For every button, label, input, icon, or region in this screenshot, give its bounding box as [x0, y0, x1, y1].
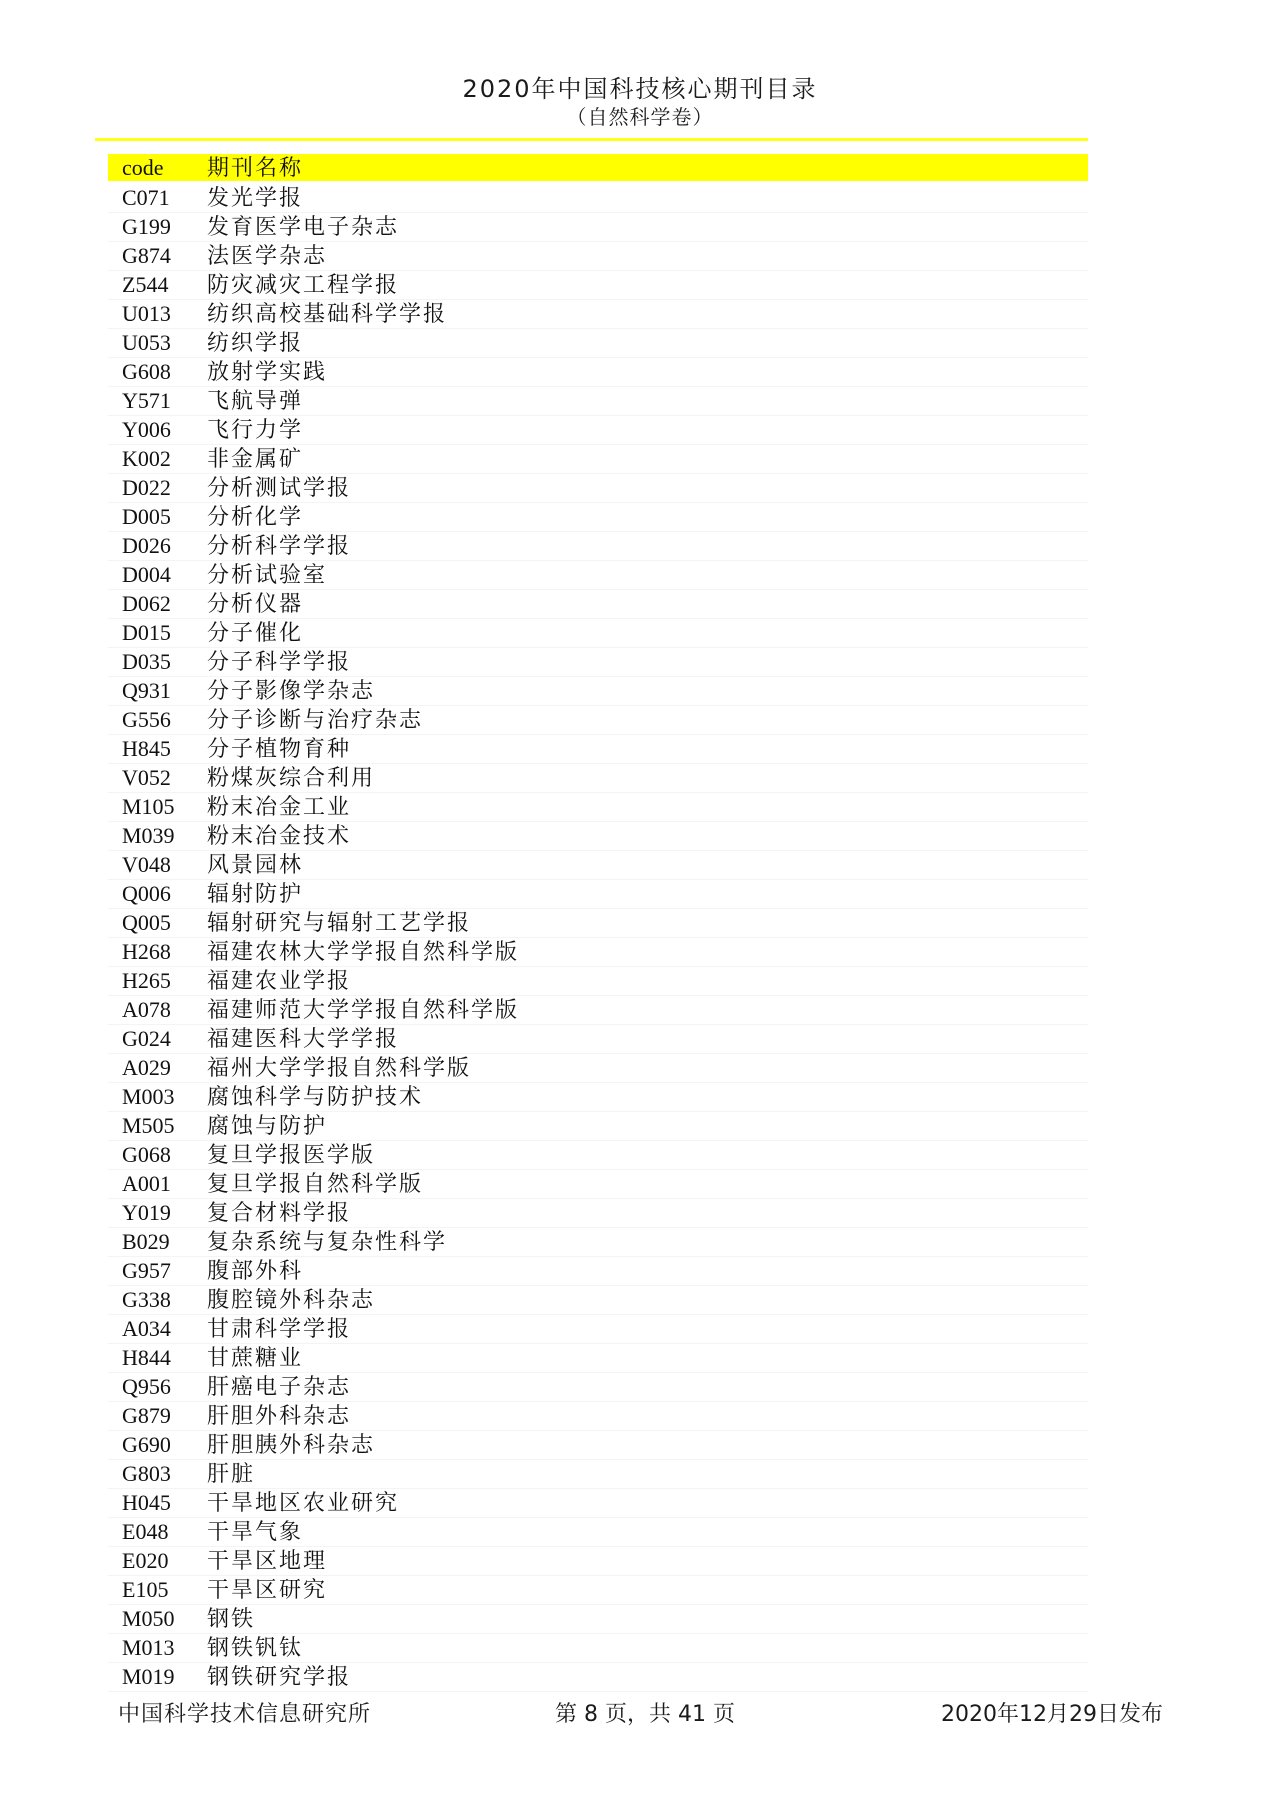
- journal-code: M050: [122, 1606, 175, 1631]
- journal-name: 发光学报: [207, 185, 304, 210]
- journal-code: G338: [122, 1287, 171, 1312]
- journal-code: M013: [122, 1635, 175, 1660]
- table-row: [108, 271, 1088, 300]
- journal-name: 腐蚀与防护: [207, 1113, 328, 1138]
- journal-code: M019: [122, 1664, 175, 1689]
- table-row: [108, 1199, 1088, 1228]
- table-row: [108, 358, 1088, 387]
- journal-name: 飞行力学: [207, 417, 304, 442]
- table-row: [108, 1344, 1088, 1373]
- header-code: code: [122, 154, 164, 180]
- journal-code: H845: [122, 736, 171, 761]
- journal-name: 分子植物育种: [207, 736, 352, 761]
- table-row: [108, 590, 1088, 619]
- table-row: [108, 329, 1088, 358]
- highlight-strip: [95, 138, 1088, 141]
- table-row: [108, 1576, 1088, 1605]
- journal-code: U053: [122, 330, 171, 355]
- journal-name: 复旦学报自然科学版: [207, 1171, 424, 1196]
- journal-code: H844: [122, 1345, 171, 1370]
- journal-code: G957: [122, 1258, 171, 1283]
- journal-code: Q005: [122, 910, 171, 935]
- journal-name: 纺织学报: [207, 330, 304, 355]
- table-row: [108, 1315, 1088, 1344]
- table-row: [108, 1170, 1088, 1199]
- journal-name: 肝胆外科杂志: [207, 1403, 352, 1428]
- journal-code: A029: [122, 1055, 171, 1080]
- journal-name: 福建医科大学学报: [207, 1026, 400, 1051]
- journal-code: H268: [122, 939, 171, 964]
- journal-name: 干旱区地理: [207, 1548, 328, 1573]
- journal-name: 粉末冶金技术: [207, 823, 352, 848]
- journal-name: 分子科学学报: [207, 649, 352, 674]
- table-row: [108, 474, 1088, 503]
- journal-name: 风景园林: [207, 852, 304, 877]
- journal-code: D004: [122, 562, 171, 587]
- journal-name: 发育医学电子杂志: [207, 214, 400, 239]
- journal-name: 肝脏: [207, 1461, 256, 1486]
- journal-name: 飞航导弹: [207, 388, 304, 413]
- table-header-row: [108, 154, 1088, 181]
- journal-name: 甘肃科学学报: [207, 1316, 352, 1341]
- journal-name: 分子催化: [207, 620, 304, 645]
- table-row: [108, 880, 1088, 909]
- journal-code: Q931: [122, 678, 171, 703]
- table-row: [108, 1663, 1088, 1692]
- table-row: [108, 532, 1088, 561]
- journal-name: 腹腔镜外科杂志: [207, 1287, 376, 1312]
- table-row: [108, 1257, 1088, 1286]
- journal-name: 复合材料学报: [207, 1200, 352, 1225]
- table-row: [108, 1112, 1088, 1141]
- table-row: [108, 561, 1088, 590]
- journal-code: M039: [122, 823, 175, 848]
- journal-code: G690: [122, 1432, 171, 1457]
- page-subtitle: （自然科学卷）: [566, 105, 714, 129]
- journal-code: E020: [122, 1548, 169, 1573]
- table-row: [108, 619, 1088, 648]
- journal-name: 分析测试学报: [207, 475, 352, 500]
- table-row: [108, 1547, 1088, 1576]
- journal-code: G024: [122, 1026, 171, 1051]
- journal-name: 分子影像学杂志: [207, 678, 376, 703]
- table-row: [108, 213, 1088, 242]
- journal-code: G803: [122, 1461, 171, 1486]
- journal-name: 防灾减灾工程学报: [207, 272, 400, 297]
- journal-code: K002: [122, 446, 171, 471]
- journal-code: B029: [122, 1229, 170, 1254]
- journal-name: 钢铁钒钛: [207, 1635, 304, 1660]
- journal-code: D026: [122, 533, 171, 558]
- table-row: [108, 1634, 1088, 1663]
- table-row: [108, 677, 1088, 706]
- journal-name: 复杂系统与复杂性科学: [207, 1229, 448, 1254]
- journal-name: 干旱地区农业研究: [207, 1490, 400, 1515]
- page-footer: [0, 1701, 1280, 1729]
- journal-code: G556: [122, 707, 171, 732]
- journal-code: D062: [122, 591, 171, 616]
- journal-name: 辐射研究与辐射工艺学报: [207, 910, 472, 935]
- journal-table: [108, 184, 1088, 1692]
- journal-code: U013: [122, 301, 171, 326]
- journal-name: 钢铁: [207, 1606, 256, 1631]
- journal-name: 福建农业学报: [207, 968, 352, 993]
- journal-name: 肝癌电子杂志: [207, 1374, 352, 1399]
- journal-name: 法医学杂志: [207, 243, 328, 268]
- journal-name: 分析仪器: [207, 591, 304, 616]
- journal-name: 分析化学: [207, 504, 304, 529]
- table-row: [108, 1402, 1088, 1431]
- journal-code: G199: [122, 214, 171, 239]
- table-row: [108, 416, 1088, 445]
- journal-code: A034: [122, 1316, 171, 1341]
- journal-code: D035: [122, 649, 171, 674]
- journal-code: E048: [122, 1519, 169, 1544]
- journal-code: Q006: [122, 881, 171, 906]
- journal-name: 分析试验室: [207, 562, 328, 587]
- journal-code: G879: [122, 1403, 171, 1428]
- journal-code: D005: [122, 504, 171, 529]
- journal-code: V052: [122, 765, 171, 790]
- table-row: [108, 793, 1088, 822]
- table-row: [108, 1605, 1088, 1634]
- table-row: [108, 1286, 1088, 1315]
- journal-name: 钢铁研究学报: [207, 1664, 352, 1689]
- journal-name: 放射学实践: [207, 359, 328, 384]
- table-row: [108, 764, 1088, 793]
- table-row: [108, 1460, 1088, 1489]
- journal-name: 福州大学学报自然科学版: [207, 1055, 472, 1080]
- table-row: [108, 1373, 1088, 1402]
- journal-name: 复旦学报医学版: [207, 1142, 376, 1167]
- journal-name: 粉煤灰综合利用: [207, 765, 376, 790]
- page-title: 2020年中国科技核心期刊目录: [462, 75, 818, 103]
- header-journal-name: 期刊名称: [207, 154, 304, 180]
- table-row: [108, 503, 1088, 532]
- table-row: [108, 184, 1088, 213]
- journal-code: A078: [122, 997, 171, 1022]
- table-row: [108, 735, 1088, 764]
- table-row: [108, 967, 1088, 996]
- journal-name: 非金属矿: [207, 446, 304, 471]
- table-row: [108, 387, 1088, 416]
- journal-code: M105: [122, 794, 175, 819]
- journal-name: 福建农林大学学报自然科学版: [207, 939, 520, 964]
- table-row: [108, 1054, 1088, 1083]
- journal-name: 福建师范大学学报自然科学版: [207, 997, 520, 1022]
- journal-code: Y571: [122, 388, 171, 413]
- journal-name: 分析科学学报: [207, 533, 352, 558]
- title-block: [0, 74, 1280, 131]
- table-row: [108, 822, 1088, 851]
- table-row: [108, 1025, 1088, 1054]
- table-row: [108, 1518, 1088, 1547]
- journal-name: 甘蔗糖业: [207, 1345, 304, 1370]
- table-row: [108, 851, 1088, 880]
- table-row: [108, 909, 1088, 938]
- journal-code: Z544: [122, 272, 169, 297]
- journal-code: M003: [122, 1084, 175, 1109]
- table-row: [108, 1489, 1088, 1518]
- journal-code: M505: [122, 1113, 175, 1138]
- journal-code: D022: [122, 475, 171, 500]
- journal-code: A001: [122, 1171, 171, 1196]
- journal-code: V048: [122, 852, 171, 877]
- journal-name: 辐射防护: [207, 881, 304, 906]
- journal-code: Y006: [122, 417, 171, 442]
- table-row: [108, 1228, 1088, 1257]
- journal-name: 干旱区研究: [207, 1577, 328, 1602]
- footer-page-number: 第 8 页，共 41 页: [555, 1702, 735, 1727]
- journal-code: C071: [122, 185, 170, 210]
- table-row: [108, 1431, 1088, 1460]
- journal-code: G608: [122, 359, 171, 384]
- journal-code: H045: [122, 1490, 171, 1515]
- table-row: [108, 706, 1088, 735]
- table-row: [108, 445, 1088, 474]
- journal-code: Y019: [122, 1200, 171, 1225]
- journal-code: H265: [122, 968, 171, 993]
- table-row: [108, 300, 1088, 329]
- journal-name: 干旱气象: [207, 1519, 304, 1544]
- journal-code: G874: [122, 243, 171, 268]
- journal-name: 分子诊断与治疗杂志: [207, 707, 424, 732]
- table-row: [108, 242, 1088, 271]
- table-row: [108, 648, 1088, 677]
- table-row: [108, 996, 1088, 1025]
- table-row: [108, 938, 1088, 967]
- journal-code: Q956: [122, 1374, 171, 1399]
- journal-code: D015: [122, 620, 171, 645]
- journal-name: 腐蚀科学与防护技术: [207, 1084, 424, 1109]
- journal-name: 纺织高校基础科学学报: [207, 301, 448, 326]
- journal-name: 肝胆胰外科杂志: [207, 1432, 376, 1457]
- journal-code: E105: [122, 1577, 169, 1602]
- table-row: [108, 1141, 1088, 1170]
- journal-code: G068: [122, 1142, 171, 1167]
- journal-name: 腹部外科: [207, 1258, 304, 1283]
- footer-publisher: 中国科学技术信息研究所: [118, 1702, 372, 1727]
- table-row: [108, 1083, 1088, 1112]
- footer-publish-date: 2020年12月29日发布: [941, 1702, 1163, 1727]
- journal-name: 粉末冶金工业: [207, 794, 352, 819]
